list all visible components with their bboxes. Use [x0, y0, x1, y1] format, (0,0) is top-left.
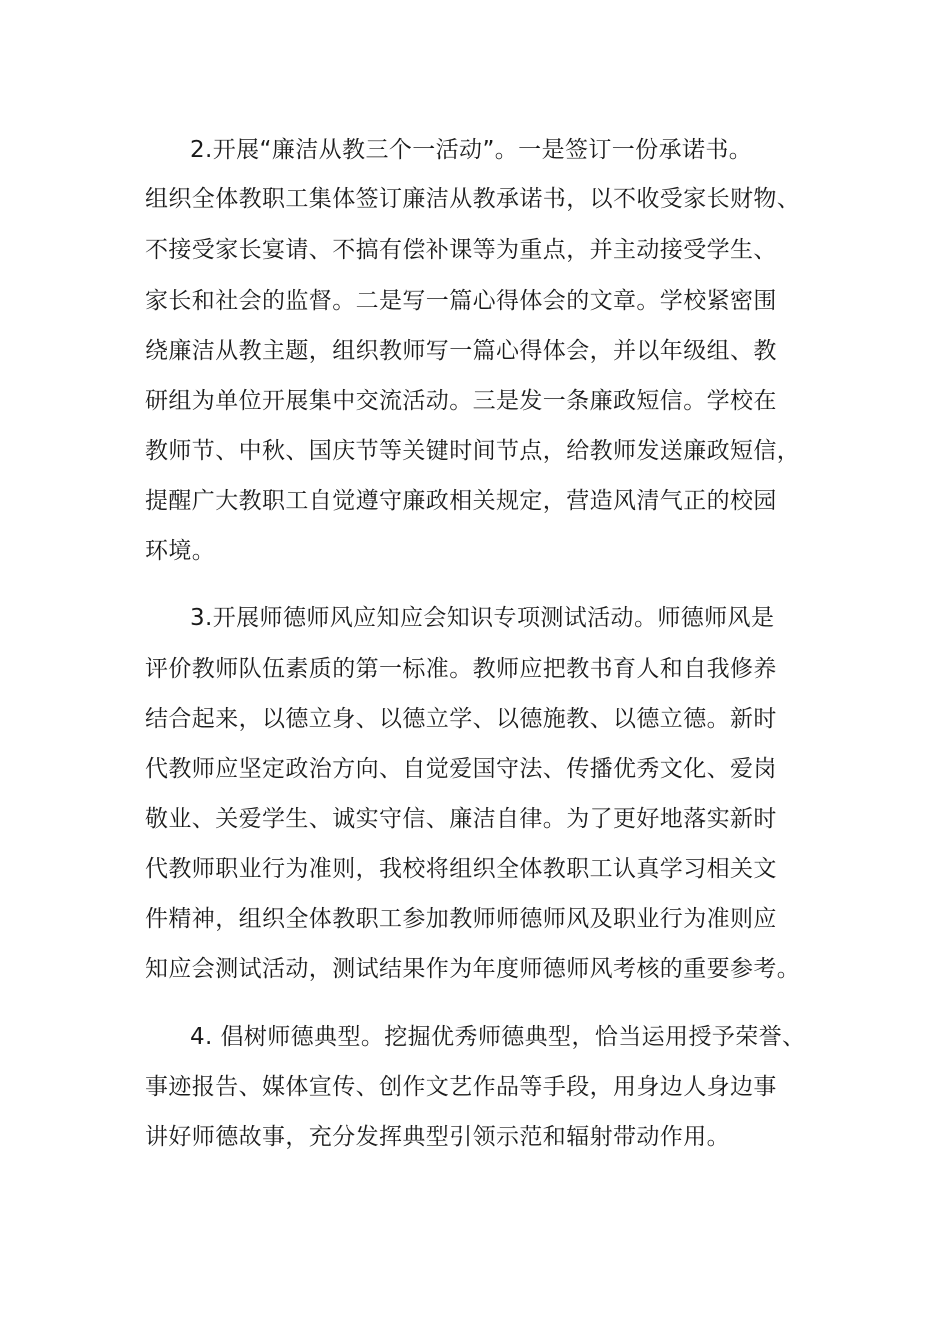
paragraph-line: 不接受家长宴请、不搞有偿补课等为重点，并主动接受学生、 — [145, 237, 777, 263]
paragraph-line: 结合起来，以德立身、以德立学、以德施教、以德立德。新时 — [145, 706, 777, 732]
paragraph-line: 3.开展师德师风应知应会知识专项测试活动。师德师风是 — [190, 605, 775, 631]
paragraph-line: 件精神，组织全体教职工参加教师师德师风及职业行为准则应 — [145, 906, 777, 932]
paragraph-line: 绕廉洁从教主题，组织教师写一篇心得体会，并以年级组、教 — [145, 338, 777, 364]
paragraph-line: 知应会测试活动，测试结果作为年度师德师风考核的重要参考。 — [145, 956, 801, 982]
paragraph-line: 2.开展“廉洁从教三个一活动”。一是签订一份承诺书。 — [190, 137, 753, 163]
paragraph-line: 教师节、中秋、国庆节等关键时间节点，给教师发送廉政短信， — [145, 438, 801, 464]
paragraph-line: 事迹报告、媒体宣传、创作文艺作品等手段，用身边人身边事 — [145, 1074, 777, 1100]
paragraph-line: 环境。 — [145, 538, 216, 564]
paragraph-line: 家长和社会的监督。二是写一篇心得体会的文章。学校紧密围 — [145, 288, 777, 314]
paragraph-line: 研组为单位开展集中交流活动。三是发一条廉政短信。学校在 — [145, 388, 777, 414]
paragraph-line: 讲好师德故事，充分发挥典型引领示范和辐射带动作用。 — [145, 1124, 730, 1150]
paragraph-line: 代教师应坚定政治方向、自觉爱国守法、传播优秀文化、爱岗 — [145, 756, 777, 782]
paragraph-line: 代教师职业行为准则，我校将组织全体教职工认真学习相关文 — [145, 856, 777, 882]
paragraph-line: 组织全体教职工集体签订廉洁从教承诺书，以不收受家长财物、 — [145, 186, 801, 212]
paragraph-line: 评价教师队伍素质的第一标准。教师应把教书育人和自我修养 — [145, 656, 777, 682]
paragraph-line: 敬业、关爱学生、诚实守信、廉洁自律。为了更好地落实新时 — [145, 806, 777, 832]
paragraph-line: 4. 倡树师德典型。挖掘优秀师德典型，恰当运用授予荣誉、 — [190, 1024, 806, 1050]
paragraph-line: 提醒广大教职工自觉遵守廉政相关规定，营造风清气正的校园 — [145, 488, 777, 514]
